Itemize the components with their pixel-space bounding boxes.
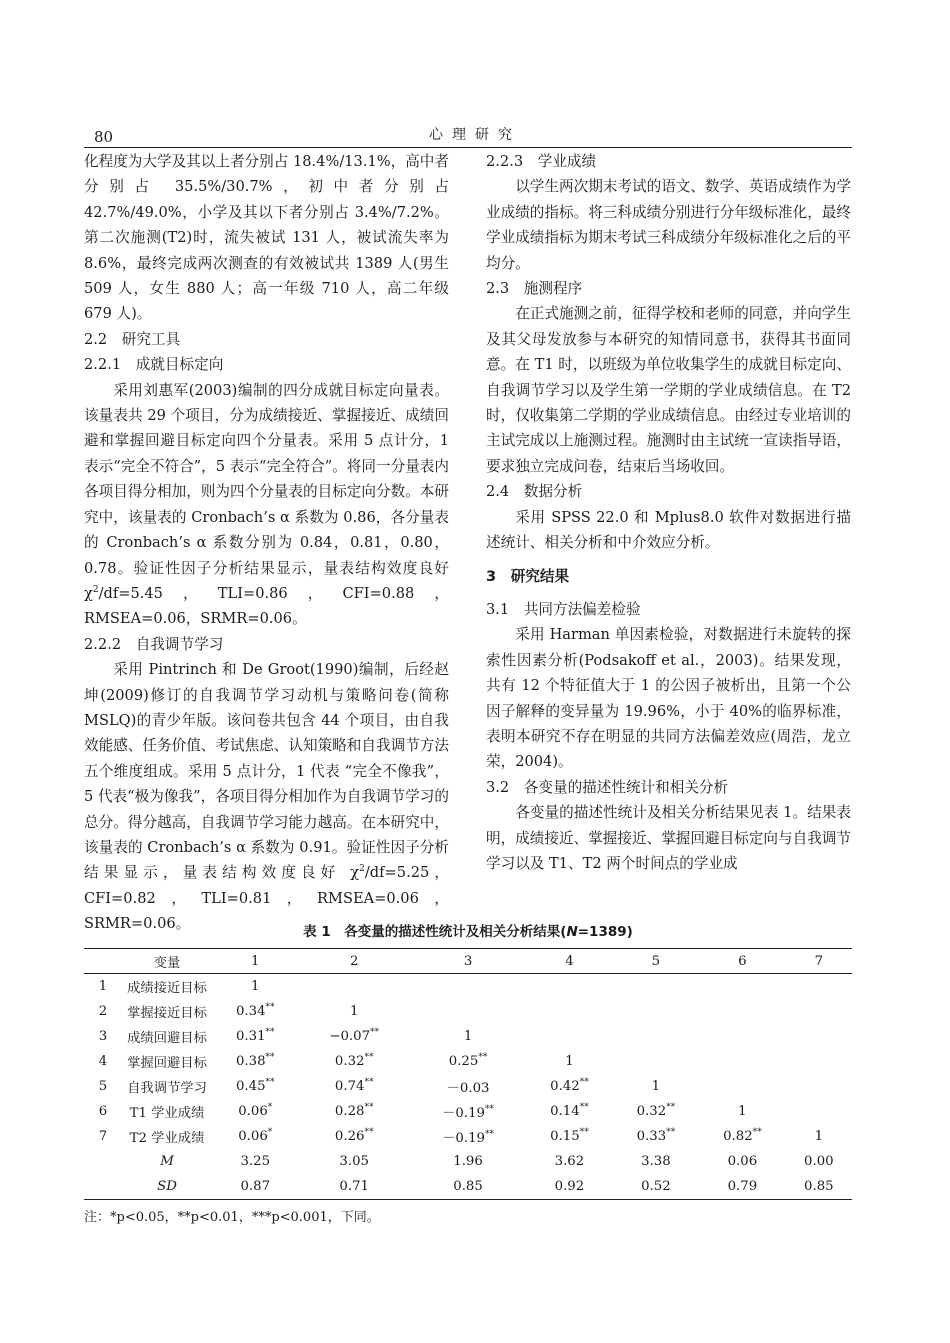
heading-2-2-2: 2.2.2 自我调节学习	[84, 635, 224, 653]
table-cell	[526, 1024, 612, 1049]
table-cell	[298, 1049, 409, 1074]
header-rule	[84, 147, 852, 148]
table-cell	[699, 999, 785, 1024]
paragraph-academic: 以学生两次期末考试的语文、数学、英语成绩作为学业成绩的指标。将三科成绩分别进行分年级标准化，最终学业成绩指标为期末考试三科成绩分年级标准化之后的平均分。	[486, 178, 851, 272]
table-cell: 0.52	[613, 1174, 699, 1200]
cell-value: 1	[349, 1004, 359, 1019]
table-cell	[786, 1049, 852, 1074]
table-row	[84, 1099, 852, 1124]
header-idx	[84, 949, 122, 974]
table-cell	[212, 1124, 298, 1149]
row-index	[84, 1149, 122, 1174]
table-row	[84, 1074, 852, 1099]
heading-3: 3 研究结果	[486, 567, 570, 585]
significance-mark: **	[364, 1077, 374, 1088]
row-index: 6	[98, 1104, 108, 1119]
significance-mark: **	[666, 1127, 676, 1138]
row-variable: T1 学业成绩	[129, 1106, 205, 1121]
table-cell: 0.71	[298, 1174, 409, 1200]
cell-value: －0.19	[442, 1106, 485, 1121]
table-note: 注：*p<0.05，**p<0.01，***p<0.001，下同。	[84, 1210, 380, 1225]
cell-value: 1	[463, 1029, 473, 1044]
table-cell	[613, 1124, 699, 1149]
correlation-table	[84, 948, 852, 1200]
table-header-row	[84, 949, 852, 974]
significance-mark: **	[485, 1104, 494, 1115]
cell-value: 0.28	[334, 1104, 365, 1119]
significance-mark: **	[265, 1052, 275, 1063]
superscript-2b: 2	[359, 864, 365, 875]
significance-mark: **	[364, 1052, 374, 1063]
heading-2-2: 2.2 研究工具	[84, 330, 181, 348]
cell-value: 1	[565, 1054, 574, 1069]
table-row	[84, 1174, 852, 1200]
table-cell	[786, 1124, 852, 1149]
significance-mark: **	[752, 1127, 762, 1138]
table-cell: 0.00	[804, 1154, 834, 1169]
table-cell	[526, 1074, 612, 1099]
cell-value: 0.32	[636, 1104, 667, 1119]
table-cell	[298, 974, 409, 1000]
row-variable: 成绩接近目标	[127, 981, 207, 996]
heading-2-4: 2.4 数据分析	[486, 483, 583, 501]
table-cell	[526, 974, 612, 1000]
page-number: 80	[94, 128, 114, 146]
heading-3-1: 3.1 共同方法偏差检验	[486, 600, 641, 618]
row-index	[84, 1174, 122, 1200]
cell-value: 0.82	[723, 1129, 753, 1144]
row-index: 7	[98, 1129, 108, 1144]
paragraph-cmb: 采用 Harman 单因素检验，对数据进行未旋转的探索性因素分析(Podsakoff et al.，2003)。结果发现，共有 12 个特征值大于 1 的公因子被析出，且第一个公因子解释的变异量为 19.96%，小于 40%的临界标准，表明本研究不存在明显的共同方法偏差效应(周浩，龙立荣，2004)。	[486, 626, 851, 771]
significance-mark: **	[478, 1052, 488, 1063]
table-cell	[410, 1074, 526, 1099]
header-variable: 变量	[122, 949, 212, 974]
table-cell: 3.62	[554, 1154, 585, 1169]
table-cell	[699, 1049, 785, 1074]
text-srl: 采用 Pintrinch 和 De Groot(1990)编制，后经赵坤(2009)修订的自我调节学习动机与策略问卷(简称 MSLQ)的青少年版。该问卷共包含 44 个项目，由自我效能感、任务价值、考试焦虑、认知策略和自我调节方法五个维度组成。采用 5 点计分，1 代表 “完全不像我”，5 代表“极为像我”，各项目得分相加作为自我调节学习的总分。得分越高，自我调节学习能力越高。在本研究中，该量表的 Cronbach’s α 系数为 0.91。验证性因子分析结果显示，量表结构效度良好 χ	[84, 661, 449, 882]
row-index: 2	[98, 1004, 108, 1019]
left-column	[84, 149, 449, 937]
row-index: 4	[98, 1054, 108, 1069]
table-cell	[613, 974, 699, 1000]
table-cell	[613, 1099, 699, 1124]
cell-value: 0.33	[636, 1129, 667, 1144]
table-cell	[212, 1024, 298, 1049]
cell-value: 0.74	[334, 1079, 365, 1094]
cell-value: 0.42	[550, 1079, 580, 1094]
table-cell: 0.92	[526, 1174, 612, 1200]
header-col: 3	[410, 949, 526, 974]
paragraph-achievement-goal	[84, 378, 449, 632]
header-col: 4	[526, 949, 612, 974]
significance-mark: **	[666, 1102, 676, 1113]
paragraph-participants: 化程度为大学及其以上者分别占 18.4%/13.1%，高中者分别占 35.5%/30.7%，初中者分别占 42.7%/49.0%，小学及其以下者分别占 3.4%/7.2%。第二次施测(T2)时，流失被试 131 人，被试流失率为 8.6%，最终完成两次测查的有效被试共 1389 人(男生 509 人，女生 880 人；高一年级 710 人，高二年级 679 人)。	[84, 153, 449, 323]
cell-value: 0.31	[235, 1029, 266, 1044]
table-cell	[786, 1074, 852, 1099]
table-cell	[212, 974, 298, 1000]
text-achievement-goal: 采用刘惠军(2003)编制的四分成就目标定向量表。该量表共 29 个项目，分为成绩接近、掌握接近、成绩回避和掌握回避目标定向四个分量表。采用 5 点计分，1 表示“完全不符合”，5 表示“完全符合”。将同一分量表内各项目得分相加，则为四个分量表的目标定向分数。本研究中，该量表的 Cronbach’s α 系数为 0.86，各分量表的 Cronbach’s α 系数分别为 0.84，0.81，0.80，0.78。验证性因子分析结果显示，量表结构效度良好 χ	[84, 381, 449, 602]
significance-mark: **	[364, 1102, 374, 1113]
table-cell: 3.05	[339, 1154, 369, 1169]
caption-n: N	[566, 924, 578, 940]
table-cell: 0.85	[410, 1174, 526, 1200]
significance-mark: **	[370, 1027, 380, 1038]
table-cell	[699, 1124, 785, 1149]
paragraph-descriptive: 各变量的描述性统计及相关分析结果见表 1。结果表明，成绩接近、掌握接近、掌握回避目标定向与自我调节学习以及 T1、T2 两个时间点的学业成	[486, 804, 851, 872]
table-cell	[298, 1024, 409, 1049]
header-col: 7	[786, 949, 852, 974]
table-cell	[613, 1074, 699, 1099]
cell-value: 1	[651, 1079, 661, 1094]
table-cell	[212, 1074, 298, 1099]
table-cell	[298, 1074, 409, 1099]
row-variable: 掌握接近目标	[127, 1006, 207, 1021]
table-row	[84, 1024, 852, 1049]
table-cell	[699, 1074, 785, 1099]
table-row	[84, 1149, 852, 1174]
significance-mark: **	[485, 1129, 494, 1140]
header-col: 1	[212, 949, 298, 974]
significance-mark: *	[267, 1127, 273, 1138]
table-cell	[526, 999, 612, 1024]
row-index: 1	[98, 979, 108, 994]
cell-value: 0.25	[448, 1054, 479, 1069]
table-row	[84, 999, 852, 1024]
significance-mark: *	[267, 1102, 273, 1113]
cell-value: 0.14	[550, 1104, 580, 1119]
table-1	[84, 920, 852, 1225]
significance-mark: **	[265, 1077, 275, 1088]
cell-value: −0.07	[329, 1029, 371, 1044]
table-cell	[410, 974, 526, 1000]
cell-value: －0.19	[442, 1131, 485, 1146]
stat-label: SD	[122, 1174, 212, 1200]
header-col: 2	[298, 949, 409, 974]
cell-value: 0.38	[235, 1054, 266, 1069]
stat-label: M	[160, 1154, 174, 1169]
table-cell	[410, 1124, 526, 1149]
table-cell: 3.38	[641, 1154, 671, 1169]
table-cell	[613, 999, 699, 1024]
journal-title: 心理研究	[429, 127, 521, 143]
text-achievement-goal-fit: /df=5.45，TLI=0.86，CFI=0.88，RMSEA=0.06，SRMR=0.06。	[84, 584, 449, 628]
superscript-2: 2	[92, 585, 99, 596]
table-cell	[298, 999, 409, 1024]
table-cell: 0.87	[212, 1174, 298, 1200]
table-cell	[298, 1099, 409, 1124]
table-cell	[212, 1049, 298, 1074]
table-cell	[298, 1124, 409, 1149]
table-cell	[699, 1024, 785, 1049]
row-index: 5	[98, 1079, 108, 1094]
table-row	[84, 1124, 852, 1149]
row-index: 3	[98, 1029, 108, 1044]
significance-mark: **	[579, 1127, 589, 1138]
table-cell	[786, 1099, 852, 1124]
table-cell	[410, 1024, 526, 1049]
row-variable: 自我调节学习	[127, 1081, 207, 1096]
cell-value: 0.26	[334, 1129, 365, 1144]
right-column	[486, 149, 851, 876]
table-cell	[786, 1024, 852, 1049]
significance-mark: **	[579, 1102, 589, 1113]
row-variable: T2 学业成绩	[129, 1131, 205, 1146]
cell-value: 1	[814, 1129, 824, 1144]
heading-3-2: 3.2 各变量的描述性统计和相关分析	[486, 778, 729, 796]
table-cell	[526, 1099, 612, 1124]
table-cell	[613, 1049, 699, 1074]
table-cell: 1.96	[453, 1154, 483, 1169]
table-cell	[699, 1099, 785, 1124]
cell-value: 0.06	[238, 1129, 268, 1144]
table-cell	[212, 1099, 298, 1124]
table-cell	[786, 999, 852, 1024]
significance-mark: **	[265, 1002, 275, 1013]
table-cell: 3.25	[240, 1154, 271, 1169]
cell-value: 0.45	[235, 1079, 266, 1094]
row-variable: 成绩回避目标	[127, 1031, 207, 1046]
table-body	[84, 974, 852, 1200]
cell-value: 0.32	[334, 1054, 365, 1069]
heading-2-2-1: 2.2.1 成就目标定向	[84, 356, 224, 374]
caption-text: 表 1 各变量的描述性统计及相关分析结果(	[303, 924, 567, 940]
cell-value: 0.06	[238, 1104, 268, 1119]
paragraph-srl	[84, 657, 449, 936]
table-cell	[613, 1024, 699, 1049]
heading-2-3: 2.3 施测程序	[486, 280, 583, 298]
cell-value: －0.03	[446, 1081, 490, 1096]
paragraph-analysis: 采用 SPSS 22.0 和 Mplus8.0 软件对数据进行描述统计、相关分析和中介效应分析。	[486, 508, 851, 552]
cell-value: 0.15	[550, 1129, 580, 1144]
table-cell	[786, 974, 852, 1000]
heading-2-2-3: 2.2.3 学业成绩	[486, 153, 597, 170]
table-row	[84, 1049, 852, 1074]
significance-mark: **	[579, 1077, 589, 1088]
table-cell	[410, 999, 526, 1024]
table-cell: 0.85	[786, 1174, 852, 1200]
cell-value: 0.34	[235, 1004, 266, 1019]
table-cell	[526, 1049, 612, 1074]
table-cell: 0.79	[699, 1174, 785, 1200]
table-cell	[699, 974, 785, 1000]
table-cell	[212, 999, 298, 1024]
header-col: 5	[613, 949, 699, 974]
row-variable: 掌握回避目标	[127, 1056, 207, 1071]
table-cell: 0.06	[727, 1154, 758, 1169]
table-cell	[410, 1049, 526, 1074]
cell-value: 1	[251, 979, 260, 994]
table-caption	[84, 920, 852, 940]
text-srl-fit: /df=5.25，CFI=0.82，TLI=0.81，RMSEA=0.06，SRMR=0.06。	[84, 864, 450, 933]
caption-count: =1389)	[577, 924, 633, 940]
significance-mark: **	[265, 1027, 275, 1038]
significance-mark: **	[364, 1127, 374, 1138]
cell-value: 1	[738, 1104, 747, 1119]
table-row	[84, 974, 852, 1000]
paragraph-procedure: 在正式施测之前，征得学校和老师的同意，并向学生及其父母发放参与本研究的知情同意书，获得其书面同意。在 T1 时，以班级为单位收集学生的成就目标定向、自我调节学习以及学生第一学期的学业成绩信息。在 T2 时，仅收集第二学期的学业成绩信息。由经过专业培训的主试完成以上施测过程。施测时由主试统一宣读指导语，要求独立完成问卷，结束后当场收回。	[486, 305, 851, 475]
table-cell	[410, 1099, 526, 1124]
table-cell	[526, 1124, 612, 1149]
header-col: 6	[699, 949, 785, 974]
